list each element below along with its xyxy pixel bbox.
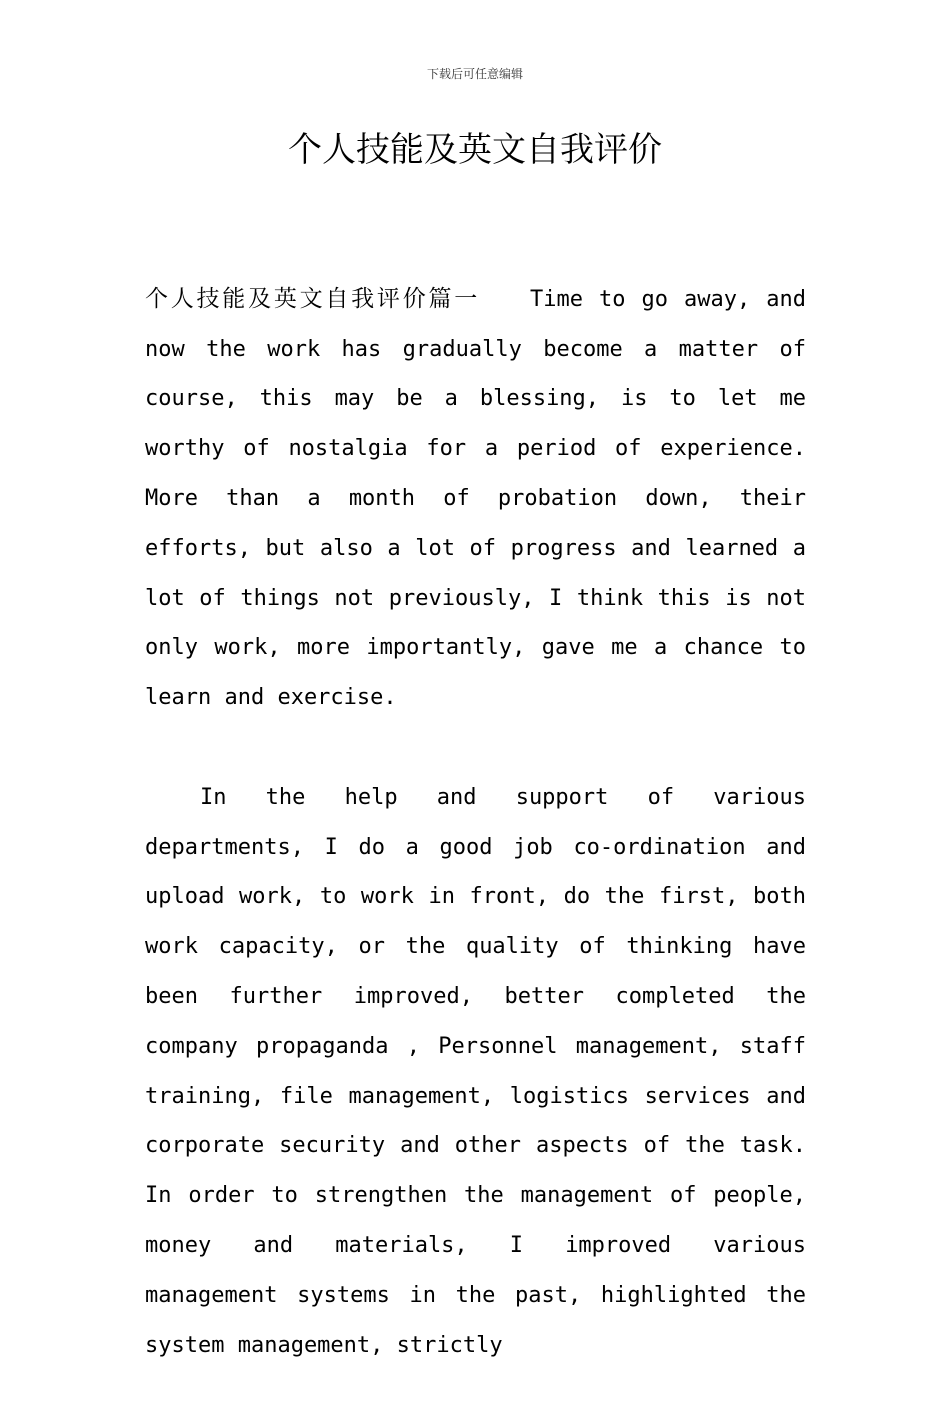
paragraph-2: In the help and support of various departments, I do a good job co-ordination and upload work, to work in front, do the first, both work capacity, or the quality of thinking have been further improved, better completed the company propaganda , Personnel management, staff training, file management, logistics services and corporate security and other aspects of the task. In order to strengthen the management of people, money and materials, I improved various management systems in the past, highlighted the system management, strictly (145, 784, 806, 1358)
paragraph-1-text: Time to go away, and now the work has gradually become a matter of course, this may be a blessing, is to let me worthy of nostalgia for a period of experience. More than a month of probation down, their efforts, but also a lot of progress and learned a lot of things not previously, I think this is not only work, more importantly, gave me a chance to learn and exercise. (145, 286, 806, 711)
document-body (145, 225, 806, 1420)
document-title: 个人技能及英文自我评价 (288, 130, 662, 170)
section-heading: 个人技能及英文自我评价篇一 (145, 285, 481, 312)
paragraph-1 (145, 275, 806, 723)
page-header-note: 下载后可任意编辑 (426, 67, 523, 81)
